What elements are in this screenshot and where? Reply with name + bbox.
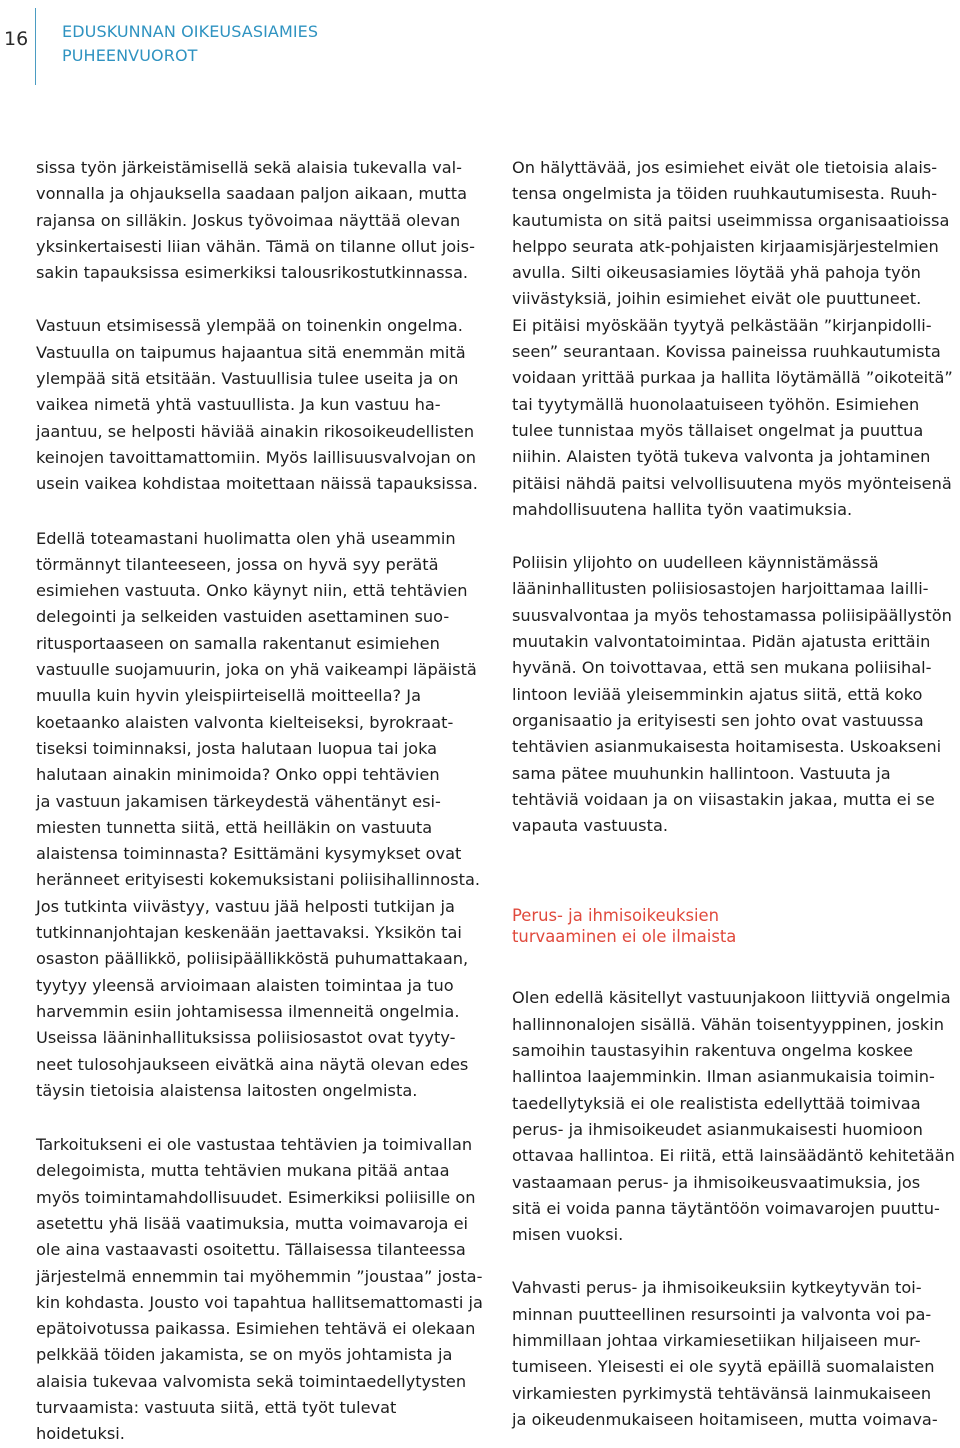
section-subheading: Perus- ja ihmisoikeuksien turvaaminen ei ole ilmaista — [512, 906, 737, 947]
publication-title: EDUSKUNNAN OIKEUSASIAMIES — [62, 22, 319, 41]
left-column — [36, 155, 488, 1448]
paragraph: Edellä toteamastani huolimatta olen yhä useammin törmännyt tilanteeseen, jossa on hyvä syy perätä esimiehen vastuuta. Onko käynyt niin, että tehtävien delegointi ja selkeiden vastuiden asettaminen suo- ritusportaaseen on samalla rakentanut esimiehen vastuulle suojamuurin, joka on yhä vaikeampi läpäistä muulla kuin hyvin yleispiirteisellä moitteella? Ja koetaanko alaisten valvonta kielteiseksi, byrokraat- tiseksi toiminnaksi, josta halutaan luopua tai joka halutaan ainakin minimoida? Onko oppi tehtävien ja vastuun jakamisen tärkeydestä vähentänyt esi- miesten tunnetta siitä, että heilläkin on vastuuta alaistensa toiminnasta? Esittämäni kysymykset ovat heränneet erityisesti kokemuksistani poliisihallinnosta. Jos tutkinta viivästyy, vastuu jää helposti tutkijan ja tutkinnanjohtajan keskenään jaettavaksi. Yksikön tai osaston päällikkö, poliisipäällikköstä puhumattakaan, tyytyy yleensä arvioimaan alaisten toimintaa ja tuo harvemmin esiin johtamisessa ilmenneitä ongelmia. Useissa lääninhallituksissa poliisiosastot ovat tyyty- neet tulosohjaukseen eivätkä aina näytä olevan edes täysin tietoisia alaistensa laitosten ongelmista. — [36, 528, 481, 1100]
header-divider — [35, 8, 36, 85]
running-header — [62, 20, 318, 68]
paragraph: sissa työn järkeistämisellä sekä alaisia tukevalla val- vonnalla ja ohjauksella saadaan paljon aikaan, mutta rajansa on silläkin. Joskus työvoimaa näyttää olevan yksinkertaisesti liian vähän. Tämä on tilanne ollut jois- sakin tapauksissa esimerkiksi talousrikostutkinnassa. — [36, 158, 475, 283]
paragraph: Olen edellä käsitellyt vastuunjakoon liittyviä ongelmia hallinnonalojen sisällä. Vähän toisentyyppinen, joskin samoihin taustasyihin rakentuva ongelma koskee hallintoa laajemminkin. Ilman asianmukaisia toimin- taedellytyksiä ei ole realistista edellyttää toimivaa perus- ja ihmisoikeudet asianmukaisesti huomioon ottavaa hallintoa. Ei riitä, että lainsäädäntö kehitetään vastaamaan perus- ja ihmisoikeusvaatimuksia, jos sitä ei voida panna täytäntöön voimavarojen puuttu- misen vuoksi. — [512, 988, 955, 1245]
right-column — [512, 155, 960, 1433]
paragraph: Vastuun etsimisessä ylempää on toinenkin ongelma. Vastuulla on taipumus hajaantua sitä enemmän mitä ylempää sitä etsitään. Vastuullisia tulee useita ja on vaikea nimetä yhtä vastuullista. Ja kun vastuu ha- jaantuu, se helposti häviää ainakin rikosoikeudellisten keinojen tavoittamattomiin. Myös laillisuusvalvojan on usein vaikea kohdistaa moitettaan näissä tapauksissa. — [36, 316, 478, 494]
paragraph: Tarkoitukseni ei ole vastustaa tehtävien ja toimivallan delegoimista, mutta tehtävien mukana pitää antaa myös toimintamahdollisuudet. Esimerkiksi poliisille on asetettu yhä lisää vaatimuksia, mutta voimavaroja ei ole aina vastaavasti osoitettu. Tällaisessa tilanteessa järjestelmä ennemmin tai myöhemmin ”joustaa” josta- kin kohdasta. Jousto voi tapahtua hallitsemattomasti ja epätoivotussa paikassa. Esimiehen tehtävä ei olekaan pelkkää töiden jakamista, se on myös johtamista ja alaisia tukevaa valvomista sekä toimintaedellytysten turvaamista: vastuuta siitä, että työt tulevat hoidetuksi. — [36, 1135, 483, 1444]
section-title: PUHEENVUOROT — [62, 46, 198, 65]
paragraph: On hälyttävää, jos esimiehet eivät ole tietoisia alais- tensa ongelmista ja töiden ruuhkautumisesta. Ruuh- kautumista on sitä paitsi useimmissa organisaatioissa helppo seurata atk-pohjaisten kirjaamisjärjestelmien avulla. Silti oikeusasiamies löytää yhä pahoja työn viivästyksiä, joihin esimiehet eivät ole puuttuneet. Ei pitäisi myöskään tyytyä pelkästään ”kirjanpidolli- seen” seurantaan. Kovissa paineissa ruuhkautumista voidaan yrittää purkaa ja hallita löytämällä ”oikoteitä” tai tyytymällä huonolaatuiseen työhön. Esimiehen tulee tunnistaa myös tällaiset ongelmat ja puuttua niihin. Alaisten työtä tukeva valvonta ja johtaminen pitäisi nähdä paitsi velvollisuutena myös myönteisenä mahdollisuutena hallita työn vaatimuksia. — [512, 158, 953, 519]
paragraph: Vahvasti perus- ja ihmisoikeuksiin kytkeytyvän toi- minnan puutteellinen resursointi ja valvonta voi pa- himmillaan johtaa virkamiesetiikan hiljaiseen mur- tumiseen. Yleisesti ei ole syytä epäillä suomalaisten virkamiesten pyrkimystä tehtävänsä lainmukaiseen ja oikeudenmukaiseen hoitamiseen, mutta voimava- — [512, 1278, 938, 1429]
paragraph: Poliisin ylijohto on uudelleen käynnistämässä lääninhallitusten poliisiosastojen harjoittamaa lailli- suusvalvontaa ja myös tehostamassa poliisipäällystön muutakin valvontatoimintaa. Pidän ajatusta erittäin hyvänä. On toivottavaa, että sen mukana poliisihal- lintoon leviää yleisemminkin ajatus siitä, että koko organisaatio ja erityisesti sen johto ovat vastuussa tehtävien asianmukaisesta hoitamisesta. Uskoakseni sama pätee muuhunkin hallintoon. Vastuuta ja tehtäviä voidaan ja on viisastakin jakaa, mutta ei se vapauta vastuusta. — [512, 553, 952, 836]
page-number: 16 — [4, 28, 29, 50]
